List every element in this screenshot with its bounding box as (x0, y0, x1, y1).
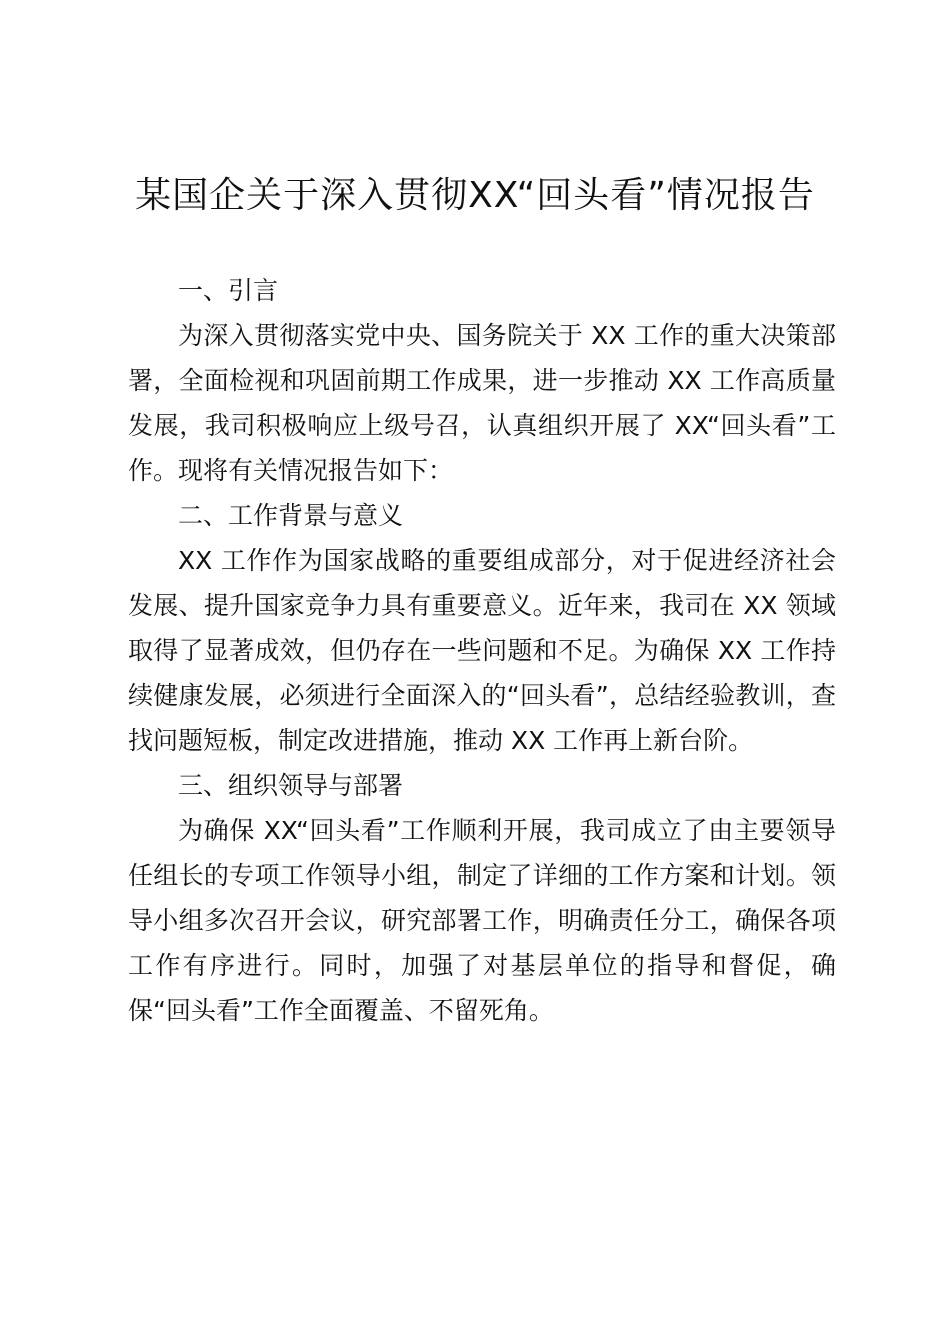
section-heading-introduction: 一、引言 (178, 276, 279, 305)
section-paragraph-introduction: 为深入贯彻落实党中央、国务院关于 XX 工作的重大决策部署，全面检视和巩固前期工作成果，进一步推动 XX 工作高质量发展，我司积极响应上级号召，认真组织开展了 XX“回头看”工作。现将有关情况报告如下： (128, 321, 836, 485)
section-heading-background: 二、工作背景与意义 (178, 501, 404, 530)
document-title: 某国企关于深入贯彻XX“回头看”情况报告 (135, 175, 815, 216)
section-paragraph-organization: 为确保 XX“回头看”工作顺利开展，我司成立了由主要领导任组长的专项工作领导小组，制定了详细的工作方案和计划。领导小组多次召开会议，研究部署工作，明确责任分工，确保各项工作有序进行。同时，加强了对基层单位的指导和督促，确保“回头看”工作全面覆盖、不留死角。 (128, 816, 836, 1025)
document-body (128, 268, 836, 1033)
section-heading-organization: 三、组织领导与部署 (178, 771, 404, 800)
section-paragraph-background: XX 工作作为国家战略的重要组成部分，对于促进经济社会发展、提升国家竞争力具有重要意义。近年来，我司在 XX 领域取得了显著成效，但仍存在一些问题和不足。为确保 XX 工作持续健康发展，必须进行全面深入的“回头看”，总结经验教训，查找问题短板，制定改进措施，推动 XX 工作再上新台阶。 (128, 546, 836, 755)
